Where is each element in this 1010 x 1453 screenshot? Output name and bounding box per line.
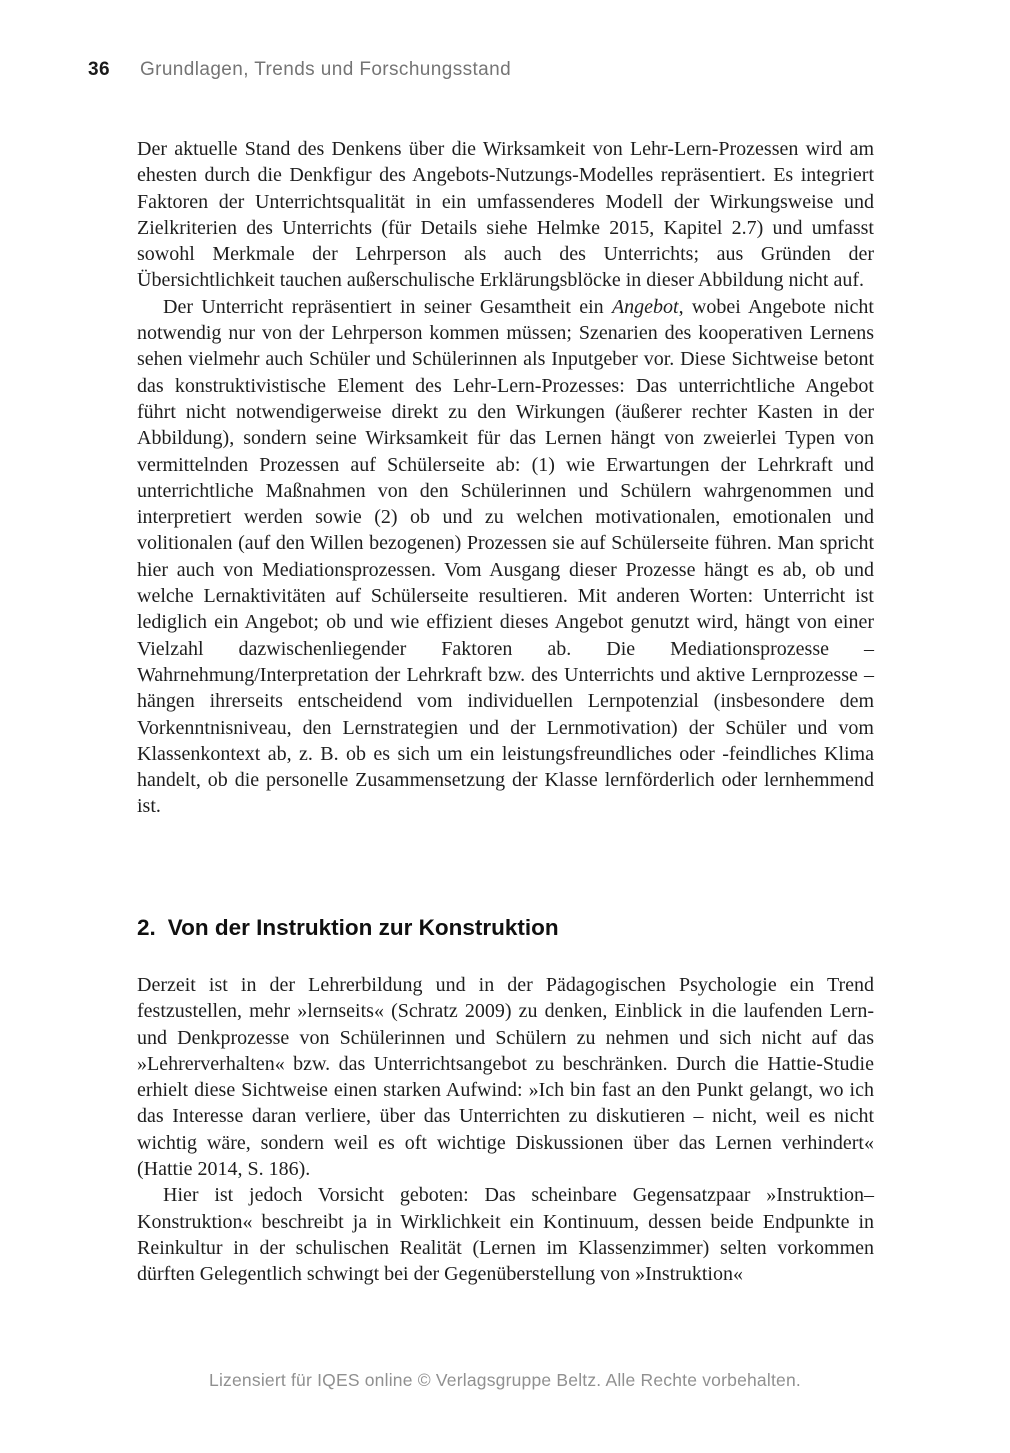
body-text-lower <box>137 972 874 1288</box>
body-text-upper <box>137 136 874 820</box>
section-title: Von der Instruktion zur Konstruktion <box>167 915 559 940</box>
license-footer: Lizensiert für IQES online © Verlagsgruppe Beltz. Alle Rechte vorbehalten. <box>209 1370 801 1390</box>
paragraph-angebots-nutzungs-modell: Der aktuelle Stand des Denkens über die Wirksamkeit von Lehr-Lern-Prozessen wird am ehesten durch die Denkfigur des Angebots-Nutzungs-Modelles repräsentiert. Es integriert Faktoren der Unterrichtsqualität in ein umfassenderes Modell der Wirkungsweise und Zielkriterien des Unterrichts (für Details siehe Helmke 2015, Kapitel 2.7) und umfasst sowohl Merkmale der Lehrperson als auch des Unterrichts; aus Gründen der Übersichtlichkeit tauchen außerschulische Erklärungsblöcke in dieser Abbildung nicht auf. <box>137 138 874 292</box>
page-number: 36 <box>88 59 110 80</box>
paragraph-2-lead: Der Unterricht repräsentiert in seiner Gesamtheit ein <box>163 295 612 318</box>
italic-term-angebot: Angebot <box>611 295 679 318</box>
section-heading <box>137 914 874 942</box>
running-header-title: Grundlagen, Trends und Forschungsstand <box>139 59 512 80</box>
running-header <box>88 59 910 80</box>
paragraph-2-rest: , wobei Angebote nicht notwendig nur von der Lehrperson kommen müssen; Szenarien des kooperativen Lernens sehen vielmehr auch Schüler und Schülerinnen als Inputgeber vor. Diese Sichtweise betont das konstruktivistische Element des Lehr-Lern-Prozesses: Das unterrichtliche Angebot führt nicht notwendigerweise direkt zu den Wirkungen (äußerer rechter Kasten in der Abbildung), sondern seine Wirksamkeit für das Lernen hängt von zweierlei Typen von vermittelnden Prozessen auf Schülerseite ab: (1) wie Erwartungen der Lehrkraft und unterrichtliche Maßnahmen von den Schülerinnen und Schülern wahrgenommen und interpretiert werden sowie (2) ob und zu welchen motivationalen, emotionalen und volitionalen (auf den Willen bezogenen) Prozessen sie auf Schülerseite führen. Man spricht hier auch von Mediationsprozessen. Vom Ausgang dieser Prozesse hängt es ab, ob und welche Lernaktivitäten auf Schülerseite resultieren. Mit anderen Worten: Unterricht ist lediglich ein Angebot; ob und wie effizient dieses Angebot genutzt wird, hängt von einer Vielzahl dazwischenliegender Faktoren ab. Die Mediationsprozesse – Wahrnehmung/Interpretation der Lehrkraft bzw. des Unterrichts und aktive Lernprozesse – hängen ihrerseits entscheidend vom individuellen Lernpotenzial (insbesondere dem Vorkenntnisniveau, den Lernstrategien und der Lernmotivation) der Schüler und vom Klassenkontext ab, z. B. ob es sich um ein leistungsfreundliches oder -feindliches Klima handelt, ob die personelle Zusammensetzung der Klasse lernförderlich oder lernhemmend ist. <box>137 295 874 818</box>
paragraph-instruktion-konstruktion: Hier ist jedoch Vorsicht geboten: Das scheinbare Gegensatzpaar »Instruktion–Konstruktion« beschreibt ja in Wirklichkeit ein Kontinuum, dessen beide Endpunkte in Reinkultur in der schulischen Realität (Lernen im Klassenzimmer) selten vorkommen dürften Gelegentlich schwingt bei der Gegenüberstellung von »Instruktion« <box>137 1184 874 1286</box>
paragraph-unterricht-als-angebot <box>137 294 874 820</box>
section-number: 2. <box>137 915 156 940</box>
paragraph-lernseits-trend: Derzeit ist in der Lehrerbildung und in der Pädagogischen Psychologie ein Trend festzustellen, mehr »lernseits« (Schratz 2009) zu denken, Einblick in die laufenden Lern- und Denkprozesse von Schülerinnen und Schülern zu nehmen und sich nicht auf das »Lehrerverhalten« bzw. das Unterrichtsangebot zu beschränken. Durch die Hattie-Studie erhielt diese Sichtweise einen starken Aufwind: »Ich bin fast an den Punkt gelangt, wo ich das Interesse daran verliere, über das Unterrichten zu diskutieren – nicht, weil es nicht wichtig wäre, sondern weil es oft wichtige Diskussionen über das Lernen verhindert« (Hattie 2014, S. 186). <box>137 974 874 1181</box>
